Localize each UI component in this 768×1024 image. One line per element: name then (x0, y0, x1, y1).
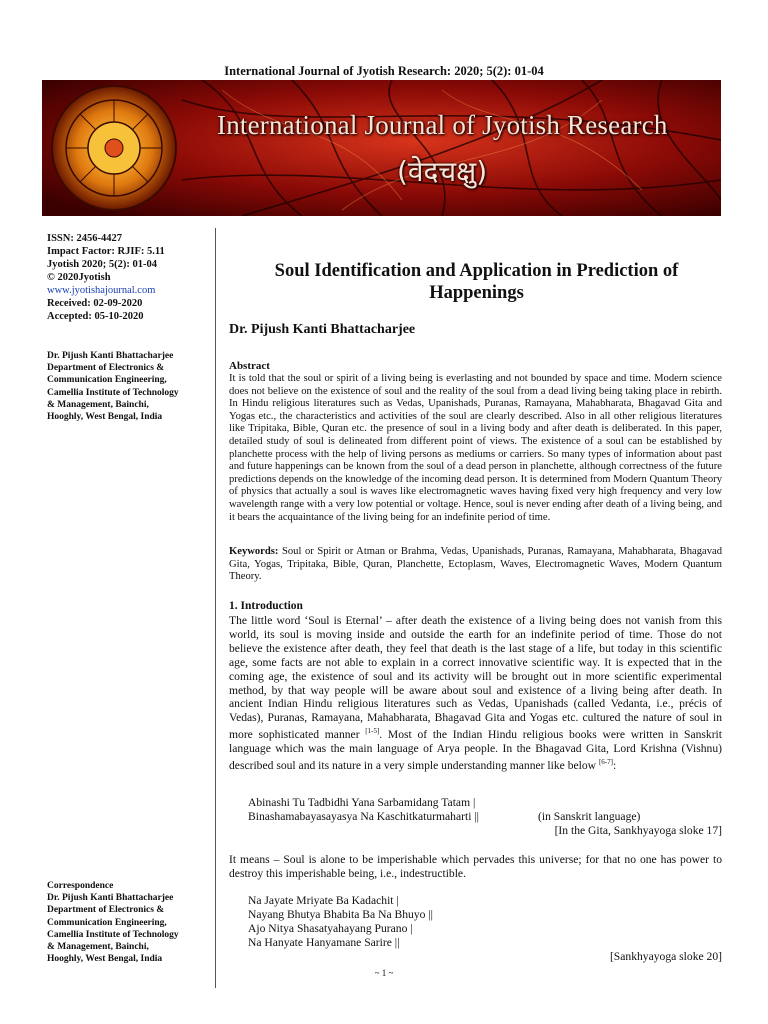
verse-line: Binashamabayasayasya Na Kaschitkaturmaharti || (248, 809, 479, 823)
correspondence (47, 880, 212, 965)
affiliation-line: Communication Engineering, (47, 375, 167, 386)
copyright: © 2020Jyotish (47, 272, 111, 283)
paper-title-line: Soul Identification and Application in Prediction of (274, 261, 679, 281)
verse-2-reference: [Sankhyayoga sloke 20] (609, 950, 722, 963)
affiliation-line: & Management, Bainchi, (47, 399, 149, 410)
correspondence-line: & Management, Bainchi, (47, 942, 149, 953)
affiliation-line: Camellia Institute of Technology (47, 387, 179, 398)
intro-part3: : (612, 758, 617, 772)
correspondence-name: Dr. Pijush Kanti Bhattacharjee (47, 893, 174, 904)
language-note: (in Sanskrit language) (538, 810, 641, 823)
citation: [1-5] (365, 727, 380, 736)
correspondence-label: Correspondence (47, 881, 114, 891)
keywords (229, 546, 722, 584)
abstract-heading: Abstract (229, 360, 270, 372)
verse-line: Ajo Nitya Shasatyahayang Purano | (248, 921, 413, 935)
paper-title (229, 260, 724, 304)
correspondence-line: Communication Engineering, (47, 917, 167, 928)
article-metadata (47, 232, 212, 323)
intro-part2: . Most of the Indian Hindu religious books were written in Sanskrit language which was the main language of Arya people. In the Bhagavad Gita, Lord Krishna (Vishnu) described soul and its nature in a very simple understanding manner like below (229, 728, 722, 772)
journal-banner (42, 80, 721, 216)
author-name: Dr. Pijush Kanti Bhattacharjee (229, 322, 416, 337)
citation: [6-7] (598, 757, 613, 766)
author-affiliation (47, 350, 212, 423)
banner-title: International Journal of Jyotish Research (217, 110, 668, 140)
journal-website-link[interactable]: www.jyotishajournal.com (47, 285, 156, 296)
verse-line: Nayang Bhutya Bhabita Ba Na Bhuyo || (248, 907, 433, 921)
verse-line: Abinashi Tu Tadbidhi Yana Sarbamidang Tatam | (248, 796, 476, 809)
sanskrit-verse-2 (248, 894, 433, 950)
intro-part1: The little word ‘Soul is Eternal’ – after death the existence of a living being does not vanish from this world, its soul is moving inside and outside the earth for an indefinite period of time. Those do not believe the existence after death, they feel that death is the last stage of a life, but today in this scientific age, some facts are not able to explain in a correct innovative scientific way. It is expected that in the coming age, the existence of soul and its activity will be brought out in more scientific experimental method, by that way people will be aware about soul and existence of a living being after death. In ancient Indian Hindu religious literatures such as Vedas, Upanishads (called Vedanta, i.e., précis of Vedas), Puranas, Ramayana, Mahabharata, Bhagavad Gita and Yogas etc. cultured the nature of soul in more sophisticated manner (229, 614, 722, 742)
verse-meaning: It means – Soul is alone to be imperishable which pervades this universe; for that no one has power to destroy this imperishable being, i.e., indestructible. (229, 853, 722, 880)
verse-line: Na Hanyate Hanyamane Sarire || (248, 935, 400, 949)
correspondence-line: Hooghly, West Bengal, India (47, 954, 163, 965)
abstract-text: It is told that the soul or spirit of a living being is everlasting and not bounded by space and time. Modern science does not believe on the existence of soul and the reality of the soul from a dead living being taking place in rebirth. In Hindu religious literatures such as Vedas, Upanishads, Puranas, Ramayana, Mahabharata, Bhagavad Gita and Yogas etc., the characteristics and activities of the soul are clearly described. Also in all other religious literatures like Tripitaka, Bible, Quran etc. the presence of soul in a living body and after death is deliberated. In this paper, detailed study of soul is delineated from different point of views. The existence of a soul can be established by planchette process with the help of living persons as mediums or carriers. So many types of information about past and future happenings can be known from the soul of a dead person in planchette, although correctness of the future predictions depends on the knowledge of the incoming dead person. It is determined from Modern Quantum Theory of physics that actually a soul is waves like electromagnetic waves having fixed very high frequency and very low wavelength range with a very low potential or voltage. Hence, soul is never ending after death of a living being, and it bears the acquaintance of the living being for an indefinite period of time. (229, 373, 722, 523)
verse-line: Na Jayate Mriyate Ba Kadachit | (248, 894, 399, 907)
volume-issue: Jyotish 2020; 5(2): 01-04 (47, 259, 157, 270)
introduction-text (229, 614, 722, 773)
section-heading-introduction: 1. Introduction (229, 600, 303, 612)
correspondence-line: Camellia Institute of Technology (47, 929, 179, 940)
issn: ISSN: 2456-4427 (47, 233, 122, 244)
correspondence-line: Department of Electronics & (47, 905, 165, 916)
paper-title-line: Happenings (429, 283, 524, 303)
verse-1-reference: [In the Gita, Sankhyayoga sloke 17] (554, 824, 722, 837)
keywords-label: Keywords: (229, 546, 279, 557)
impact-factor: Impact Factor: RJIF: 5.11 (47, 246, 165, 257)
affiliation-line: Department of Electronics & (47, 363, 165, 374)
zodiac-wheel-icon (52, 86, 176, 210)
banner-background (42, 80, 721, 216)
running-header: International Journal of Jyotish Research: 2020; 5(2): 01-04 (224, 64, 544, 78)
column-divider (215, 228, 216, 988)
affiliation-line: Hooghly, West Bengal, India (47, 412, 163, 423)
banner-subtitle: (वेदचक्षु) (397, 155, 488, 188)
affiliation-name: Dr. Pijush Kanti Bhattacharjee (47, 351, 174, 361)
sanskrit-verse-1 (248, 796, 479, 824)
accepted-date: Accepted: 05-10-2020 (47, 311, 144, 322)
page-number: ~ 1 ~ (374, 968, 394, 978)
received-date: Received: 02-09-2020 (47, 298, 143, 309)
keywords-text: Soul or Spirit or Atman or Brahma, Vedas, Upanishads, Puranas, Ramayana, Mahabharata, Bhagavad Gita, Yogas, Tripitaka, Bible, Quran, Planchette, Ectoplasm, Waves, Electromagnetic Waves, Modern Quantum Theory. (229, 546, 722, 583)
